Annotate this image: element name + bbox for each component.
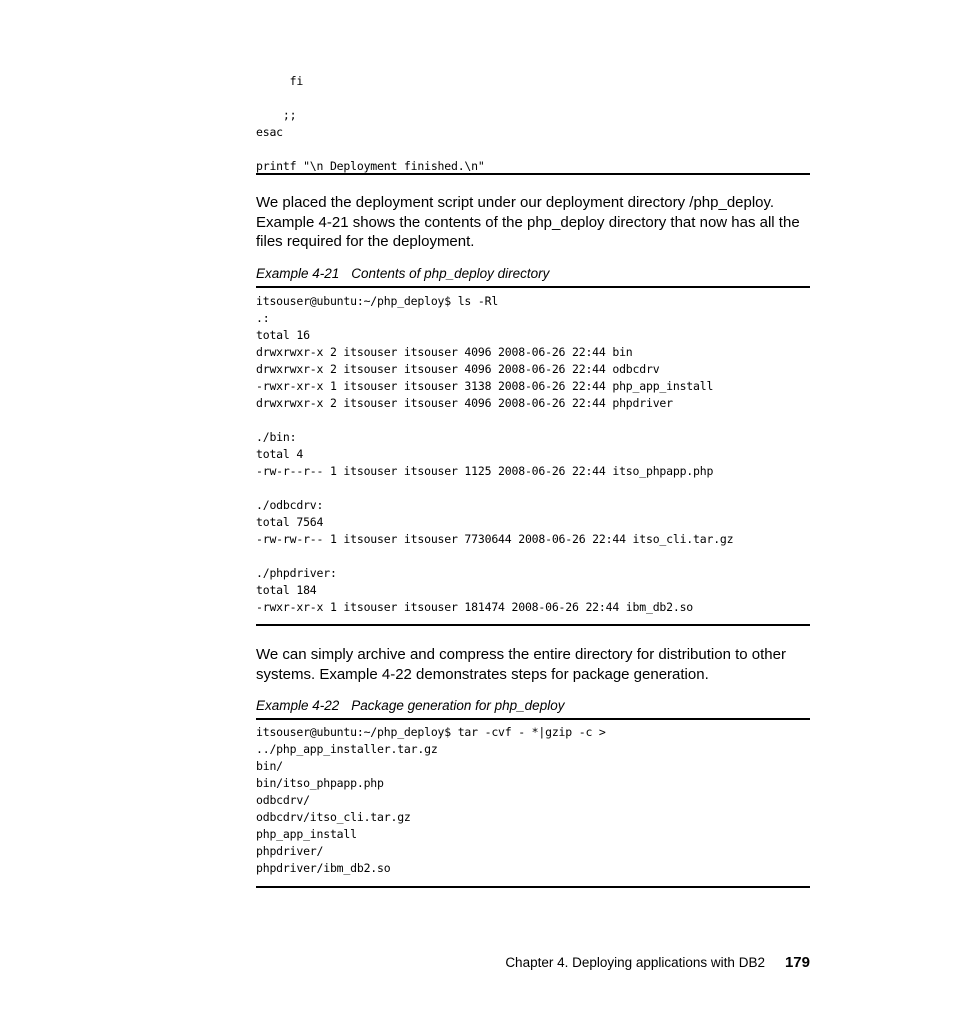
code-line: ./odbcdrv: — [256, 498, 324, 512]
code-block-top — [256, 73, 485, 175]
code-line: -rw-r--r-- 1 itsouser itsouser 1125 2008-06-26 22:44 itso_phpapp.php — [256, 464, 714, 478]
code-line: total 4 — [256, 447, 304, 461]
code-line — [256, 548, 733, 565]
code-line: drwxrwxr-x 2 itsouser itsouser 4096 2008-06-26 22:44 odbcdrv — [256, 362, 660, 376]
code-line: drwxrwxr-x 2 itsouser itsouser 4096 2008-06-26 22:44 phpdriver — [256, 396, 673, 410]
code-block-top-rule — [256, 718, 810, 720]
code-block-top-rule — [256, 286, 810, 288]
code-line: odbcdrv/ — [256, 793, 310, 807]
chapter-title: Chapter 4. Deploying applications with DB2 — [505, 955, 765, 970]
code-line: -rwxr-xr-x 1 itsouser itsouser 3138 2008-06-26 22:44 php_app_install — [256, 379, 714, 393]
example-caption-4-21 — [256, 266, 549, 282]
code-line — [256, 141, 485, 158]
example-title: Contents of php_deploy directory — [351, 266, 550, 281]
body-paragraph-1: We placed the deployment script under our deployment directory /php_deploy. Example 4-21 shows the contents of the php_deploy directory that now has all the files required for the deployment. — [256, 194, 800, 250]
body-paragraph-2: We can simply archive and compress the entire directory for distribution to other systems. Example 4-22 demonstrates steps for package generation. — [256, 646, 786, 683]
code-line: .: — [256, 311, 270, 325]
code-block-example-4-21 — [256, 293, 733, 616]
code-line — [256, 412, 733, 429]
code-line — [256, 90, 485, 107]
code-line: odbcdrv/itso_cli.tar.gz — [256, 810, 411, 824]
example-label: Example 4-22 — [256, 698, 340, 713]
code-line: itsouser@ubuntu:~/php_deploy$ ls -Rl — [256, 294, 499, 308]
code-line: total 7564 — [256, 515, 324, 529]
code-line: esac — [256, 125, 283, 139]
code-line: ;; — [256, 108, 297, 122]
code-line: printf "\n Deployment finished.\n" — [256, 159, 485, 173]
code-line: php_app_install — [256, 827, 357, 841]
example-caption-4-22 — [256, 698, 564, 714]
page-footer — [505, 954, 810, 972]
example-title: Package generation for php_deploy — [351, 698, 565, 713]
code-line: phpdriver/ibm_db2.so — [256, 861, 391, 875]
code-block-bottom-rule — [256, 886, 810, 888]
code-line: -rw-rw-r-- 1 itsouser itsouser 7730644 2008-06-26 22:44 itso_cli.tar.gz — [256, 532, 734, 546]
code-block-bottom-rule — [256, 624, 810, 626]
code-line: phpdriver/ — [256, 844, 324, 858]
code-line: bin/itso_phpapp.php — [256, 776, 384, 790]
code-block-bottom-rule — [256, 173, 810, 175]
page-number: 179 — [784, 954, 810, 971]
code-line: fi — [256, 74, 304, 88]
code-line — [256, 480, 733, 497]
code-line: ../php_app_installer.tar.gz — [256, 742, 438, 756]
example-label: Example 4-21 — [256, 266, 340, 281]
code-line: itsouser@ubuntu:~/php_deploy$ tar -cvf - *|gzip -c > — [256, 725, 606, 739]
code-line: ./bin: — [256, 430, 297, 444]
code-line: total 184 — [256, 583, 317, 597]
code-block-example-4-22 — [256, 724, 606, 877]
code-line: drwxrwxr-x 2 itsouser itsouser 4096 2008-06-26 22:44 bin — [256, 345, 633, 359]
code-line: -rwxr-xr-x 1 itsouser itsouser 181474 2008-06-26 22:44 ibm_db2.so — [256, 600, 694, 614]
code-line: bin/ — [256, 759, 283, 773]
code-line: ./phpdriver: — [256, 566, 337, 580]
code-line: total 16 — [256, 328, 310, 342]
